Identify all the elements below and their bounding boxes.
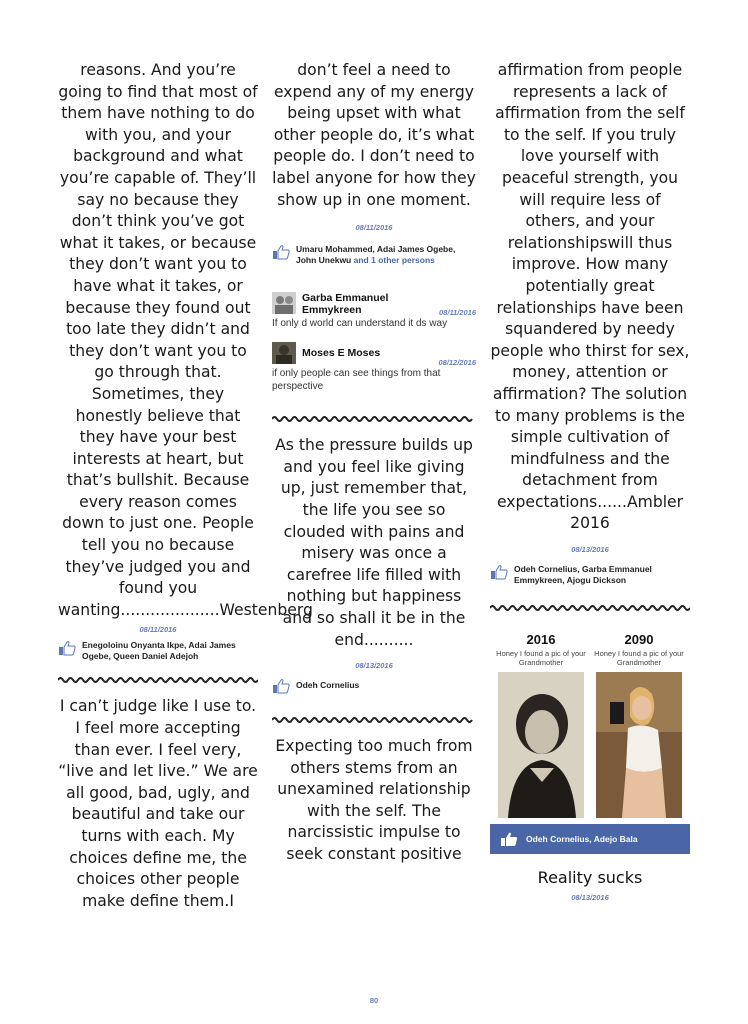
thumbs-up-icon[interactable] (272, 244, 290, 260)
meme-likes-bar (490, 824, 690, 854)
divider (272, 716, 476, 724)
likes-names: Odeh Cornelius, Adejo Bala (526, 834, 638, 845)
divider (272, 415, 476, 423)
comment (272, 292, 476, 330)
likes-names: Odeh Cornelius, Garba Emmanuel Emmykreen, Ajogu Dickson (514, 564, 652, 586)
post-date: 08/13/2016 (571, 545, 609, 555)
commenter-name[interactable]: Moses E Moses (302, 347, 381, 360)
post-date: 08/11/2016 (139, 625, 177, 635)
commenter-name[interactable]: Garba Emmanuel Emmykreen (302, 292, 389, 317)
likes-row (272, 678, 476, 694)
meme-right-panel (593, 628, 685, 820)
column-1 (58, 60, 313, 912)
post-text: Expecting too much from others stems from an unexamined relationship with the self. The narcissistic impulse to seek constant positive (275, 737, 473, 864)
likes-names (296, 244, 476, 266)
meme-caption: Reality sucks (537, 868, 643, 888)
page-number: 80 (369, 996, 379, 1005)
likes-names: Enegoloinu Onyanta Ikpe, Adai James Ogebe, Queen Daniel Adejoh (82, 640, 236, 662)
likes-names: Odeh Cornelius (296, 680, 360, 691)
likes-names-main: Umaru Mohammed, Adai James Ogebe, John Unekwu (296, 244, 456, 266)
divider (58, 676, 258, 684)
comment-text: if only people can see things from that perspective (272, 368, 441, 393)
column-3 (490, 60, 690, 902)
post-text: I can’t judge like I use to. I feel more accepting than ever. I feel very, “live and let live.” We are all good, bad, ugly, and beautiful and take our turns with each. My choices define me, the choices other people make define them.I (58, 697, 258, 910)
avatar[interactable] (272, 292, 296, 314)
selfie-photo (596, 672, 682, 818)
post-date: 08/11/2016 (355, 223, 393, 233)
column-2 (272, 60, 476, 866)
post-date: 08/13/2016 (355, 661, 393, 671)
post-text: As the pressure builds up and you feel like giving up, just remember that, the life you see so clouded with pains and misery was once a carefree life filled with nothing but happiness and so shall it be in the end.......... (275, 436, 473, 649)
thumbs-up-icon[interactable] (490, 564, 508, 580)
likes-row (490, 564, 690, 586)
comment-date: 08/11/2016 (439, 308, 476, 318)
comment (272, 342, 476, 393)
comment-text: If only d world can understand it ds way (272, 318, 448, 330)
comment-date: 08/12/2016 (438, 358, 476, 368)
meme-right-caption: Honey I found a pic of your Grandmother (594, 649, 684, 668)
thumbs-up-icon[interactable] (58, 640, 76, 656)
meme-left-caption: Honey I found a pic of your Grandmother (496, 649, 586, 668)
post-date: 08/13/2016 (571, 893, 609, 903)
likes-row (58, 640, 258, 662)
thumbs-up-icon[interactable] (272, 678, 290, 694)
likes-others-link[interactable]: and 1 other persons (353, 255, 435, 266)
divider (490, 604, 690, 612)
likes-row (272, 244, 476, 266)
vintage-portrait-photo (498, 672, 584, 818)
thumbs-up-icon[interactable] (500, 831, 518, 847)
meme-left-year: 2016 (526, 632, 556, 648)
post-text: affirmation from people represents a lack of affirmation from the self to the self. If you truly love yourself with peaceful strength, you will require less of others, and your relationshipswill thus improve. How many potentially great relationships have been squandered by needy people who thirst for sex, money, attention or affirmation? The solution to many problems is the simple cultivation of mindfulness and the detachment from expectations......Ambler 2016 (490, 61, 690, 533)
meme-right-year: 2090 (624, 632, 654, 648)
meme-image[interactable] (495, 628, 685, 820)
avatar[interactable] (272, 342, 296, 364)
meme-left-panel (495, 628, 587, 820)
post-text: reasons. And you’re going to find that most of them have nothing to do with you, and your background and what you’re capable of. They’ll say no because they don’t think you’ve got what it takes, or because they don’t want you to have what it takes, or because they found out too late they didn’t and they don’t want you to go through that. Sometimes, they honestly believe that they have your best interests at heart, but that’s bullshit. Because every reason comes down to just one. People tell you no because they’ve judged you and found you wanting....................Westenberg (58, 61, 313, 619)
post-text: don’t feel a need to expend any of my energy being upset with what other people do, it’s what people do. I don’t need to label anyone for how they show up in one moment. (272, 61, 476, 209)
